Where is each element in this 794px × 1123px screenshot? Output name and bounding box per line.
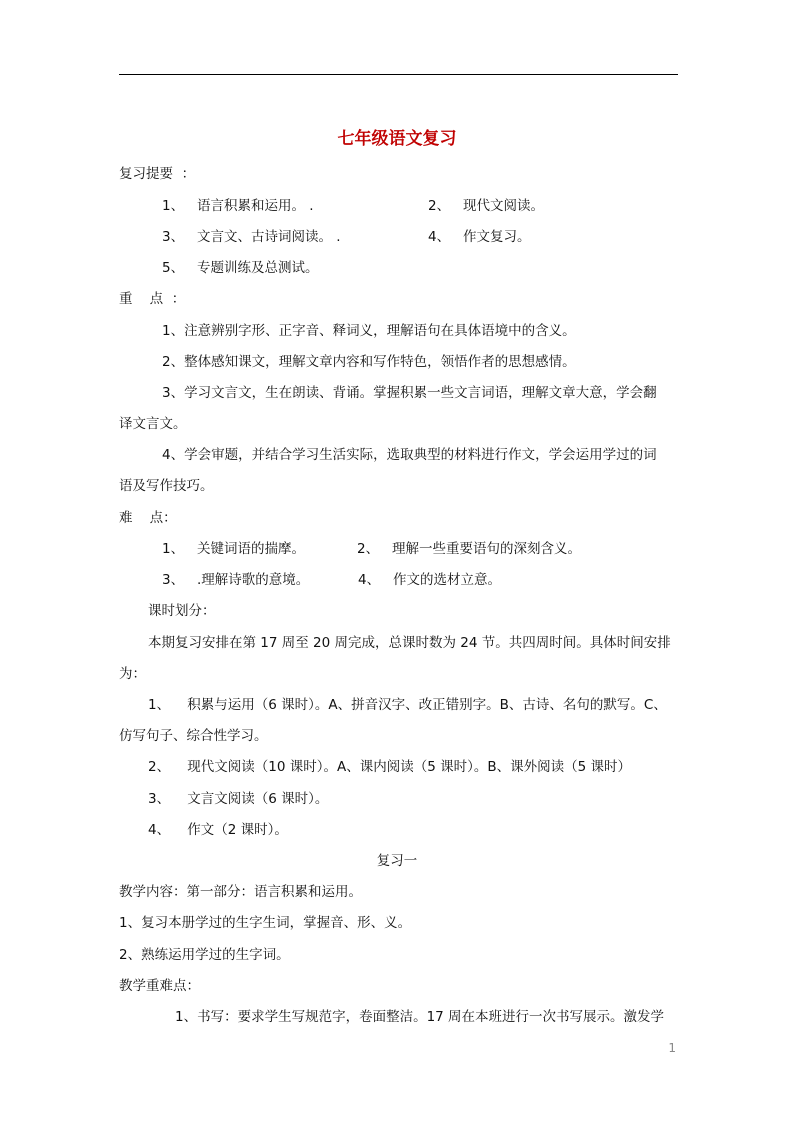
- outline-item-2: 2、 现代文阅读。: [428, 198, 544, 214]
- page-number: 1: [668, 1041, 676, 1055]
- outline-heading: 复习提要 ：: [119, 166, 196, 182]
- difficulty-heading: 难 点：: [119, 510, 177, 526]
- difficulty-2: 2、 理解一些重要语句的深刻含义。: [357, 541, 581, 557]
- schedule-item-3: 3、 文言文阅读（6 课时）。: [148, 791, 329, 807]
- schedule-item-4: 4、 作文（2 课时）。: [148, 822, 288, 838]
- schedule-item-1-cont: 仿写句子、综合性学习。: [119, 728, 268, 744]
- schedule-heading: 课时划分：: [148, 603, 216, 619]
- key-point-1: 1、注意辨别字形、正字音、释词义，理解语句在具体语境中的含义。: [162, 323, 576, 339]
- teaching-item-1: 1、复习本册学过的生字生词，掌握音、形、义。: [119, 915, 412, 931]
- key-point-3: 3、学习文言文，生在朗读、背诵。掌握积累一些文言词语，理解文章大意，学会翻: [162, 385, 657, 401]
- key-point-3-cont: 译文言文。: [119, 416, 187, 432]
- outline-item-1: 1、 语言积累和运用。 .: [162, 198, 314, 214]
- teaching-item-2: 2、熟练运用学过的生字词。: [119, 947, 290, 963]
- schedule-intro: 本期复习安排在第 17 周至 20 周完成，总课时数为 24 节。共四周时间。具体时间安排: [148, 635, 671, 651]
- outline-item-4: 4、 作文复习。: [428, 229, 531, 245]
- schedule-intro-cont: 为：: [119, 666, 146, 682]
- document-title: 七年级语文复习: [337, 129, 457, 149]
- header-rule: [119, 74, 678, 75]
- difficulty-1: 1、 关键词语的揣摩。: [162, 541, 305, 557]
- key-point-4-cont: 语及写作技巧。: [119, 478, 214, 494]
- key-point-2: 2、整体感知课文，理解文章内容和写作特色，领悟作者的思想感情。: [162, 354, 576, 370]
- outline-item-5: 5、 专题训练及总测试。: [162, 260, 319, 276]
- section-title: 复习一: [376, 853, 418, 869]
- teaching-content: 教学内容：第一部分：语言积累和运用。: [119, 884, 362, 900]
- difficulty-3: 3、 .理解诗歌的意境。: [162, 572, 310, 588]
- schedule-item-1: 1、 积累与运用（6 课时）。A、拼音汉字、改正错别字。B、古诗、名句的默写。C、: [148, 697, 667, 713]
- key-point-4: 4、学会审题，并结合学习生活实际，选取典型的材料进行作文，学会运用学过的词: [162, 447, 657, 463]
- schedule-item-2: 2、 现代文阅读（10 课时）。A、课内阅读（5 课时）。B、课外阅读（5 课时）: [148, 759, 631, 775]
- key-diff-heading: 教学重难点：: [119, 978, 200, 994]
- key-diff-item-1: 1、书写：要求学生写规范字，卷面整洁。17 周在本班进行一次书写展示。激发学: [175, 1009, 665, 1025]
- key-heading: 重 点 ：: [119, 291, 186, 307]
- outline-item-3: 3、 文言文、古诗词阅读。 .: [162, 229, 341, 245]
- difficulty-4: 4、 作文的选材立意。: [358, 572, 501, 588]
